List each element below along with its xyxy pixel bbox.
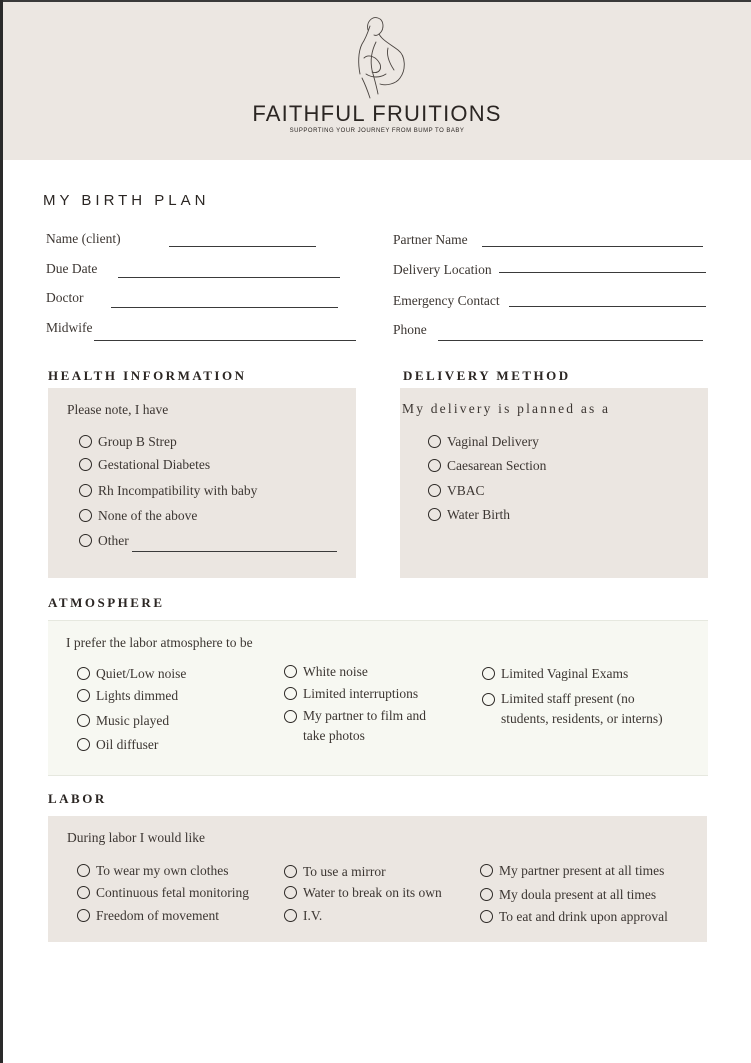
- radio-circle-icon[interactable]: [480, 864, 493, 877]
- atmosphere-option[interactable]: Quiet/Low noise: [77, 664, 186, 684]
- health-option-other[interactable]: Other: [79, 531, 129, 551]
- radio-circle-icon[interactable]: [482, 667, 495, 680]
- doctor-label: Doctor: [46, 290, 84, 305]
- labor-option[interactable]: To wear my own clothes: [77, 861, 229, 881]
- health-information-heading: HEALTH INFORMATION: [48, 368, 247, 383]
- labor-option[interactable]: Continuous fetal monitoring: [77, 883, 249, 903]
- radio-circle-icon[interactable]: [284, 886, 297, 899]
- labor-option[interactable]: My partner present at all times: [480, 861, 664, 881]
- page-title: MY BIRTH PLAN: [43, 192, 210, 209]
- labor-option[interactable]: My doula present at all times: [480, 885, 656, 905]
- atmosphere-intro: I prefer the labor atmosphere to be: [66, 635, 253, 650]
- atmosphere-option[interactable]: Music played: [77, 711, 169, 731]
- brand-tagline: SUPPORTING YOUR JOURNEY FROM BUMP TO BABY: [289, 128, 465, 134]
- name-client-field[interactable]: [169, 246, 316, 247]
- delivery-location-label: Delivery Location: [393, 262, 492, 277]
- delivery-option[interactable]: Caesarean Section: [428, 456, 546, 476]
- labor-heading: LABOR: [48, 791, 107, 806]
- radio-circle-icon[interactable]: [480, 910, 493, 923]
- radio-circle-icon[interactable]: [77, 738, 90, 751]
- delivery-option[interactable]: Vaginal Delivery: [428, 432, 539, 452]
- radio-circle-icon[interactable]: [284, 687, 297, 700]
- radio-circle-icon[interactable]: [79, 435, 92, 448]
- brand-name: FAITHFUL FRUITIONS: [252, 101, 502, 126]
- partner-name-label: Partner Name: [393, 232, 468, 247]
- due-date-field[interactable]: [118, 277, 340, 278]
- health-option[interactable]: Gestational Diabetes: [79, 455, 210, 475]
- doctor-field[interactable]: [111, 307, 338, 308]
- delivery-method-heading: DELIVERY METHOD: [403, 368, 571, 383]
- due-date-label: Due Date: [46, 261, 98, 276]
- radio-circle-icon[interactable]: [482, 693, 495, 706]
- health-other-field[interactable]: [132, 551, 337, 552]
- radio-circle-icon[interactable]: [428, 435, 441, 448]
- radio-circle-icon[interactable]: [77, 714, 90, 727]
- radio-circle-icon[interactable]: [284, 865, 297, 878]
- delivery-option[interactable]: VBAC: [428, 481, 485, 501]
- name-client-label: Name (client): [46, 231, 121, 246]
- radio-circle-icon[interactable]: [284, 909, 297, 922]
- health-intro: Please note, I have: [67, 402, 169, 417]
- radio-circle-icon[interactable]: [79, 534, 92, 547]
- atmosphere-option[interactable]: My partner to film and take photos: [284, 706, 444, 746]
- labor-intro: During labor I would like: [67, 830, 205, 845]
- health-option[interactable]: Group B Strep: [79, 432, 177, 452]
- labor-option[interactable]: Freedom of movement: [77, 906, 219, 926]
- midwife-label: Midwife: [46, 320, 93, 335]
- emergency-contact-field[interactable]: [509, 306, 706, 307]
- phone-field[interactable]: [438, 340, 703, 341]
- radio-circle-icon[interactable]: [428, 459, 441, 472]
- radio-circle-icon[interactable]: [77, 909, 90, 922]
- pregnant-woman-line-art-icon: [346, 14, 410, 100]
- radio-circle-icon[interactable]: [79, 509, 92, 522]
- radio-circle-icon[interactable]: [428, 484, 441, 497]
- atmosphere-option[interactable]: Lights dimmed: [77, 686, 178, 706]
- atmosphere-option[interactable]: Limited Vaginal Exams: [482, 664, 628, 684]
- radio-circle-icon[interactable]: [284, 665, 297, 678]
- radio-circle-icon[interactable]: [79, 458, 92, 471]
- atmosphere-option[interactable]: Limited staff present (no students, residents, or interns): [482, 689, 682, 729]
- radio-circle-icon[interactable]: [480, 888, 493, 901]
- radio-circle-icon[interactable]: [284, 710, 297, 723]
- labor-option[interactable]: To use a mirror: [284, 862, 386, 882]
- radio-circle-icon[interactable]: [77, 689, 90, 702]
- labor-option[interactable]: I.V.: [284, 906, 322, 926]
- radio-circle-icon[interactable]: [77, 864, 90, 877]
- delivery-option[interactable]: Water Birth: [428, 505, 510, 525]
- emergency-contact-label: Emergency Contact: [393, 293, 500, 308]
- radio-circle-icon[interactable]: [428, 508, 441, 521]
- phone-label: Phone: [393, 322, 427, 337]
- health-option[interactable]: None of the above: [79, 506, 197, 526]
- radio-circle-icon[interactable]: [77, 886, 90, 899]
- labor-option[interactable]: Water to break on its own: [284, 883, 442, 903]
- midwife-field[interactable]: [94, 340, 356, 341]
- delivery-location-field[interactable]: [499, 272, 706, 273]
- atmosphere-option[interactable]: Limited interruptions: [284, 684, 418, 704]
- health-option[interactable]: Rh Incompatibility with baby: [79, 481, 257, 501]
- atmosphere-option[interactable]: Oil diffuser: [77, 735, 158, 755]
- labor-option[interactable]: To eat and drink upon approval: [480, 907, 668, 927]
- delivery-intro: My delivery is planned as a: [402, 401, 611, 416]
- atmosphere-heading: ATMOSPHERE: [48, 595, 165, 610]
- partner-name-field[interactable]: [482, 246, 703, 247]
- atmosphere-option[interactable]: White noise: [284, 662, 368, 682]
- radio-circle-icon[interactable]: [77, 667, 90, 680]
- radio-circle-icon[interactable]: [79, 484, 92, 497]
